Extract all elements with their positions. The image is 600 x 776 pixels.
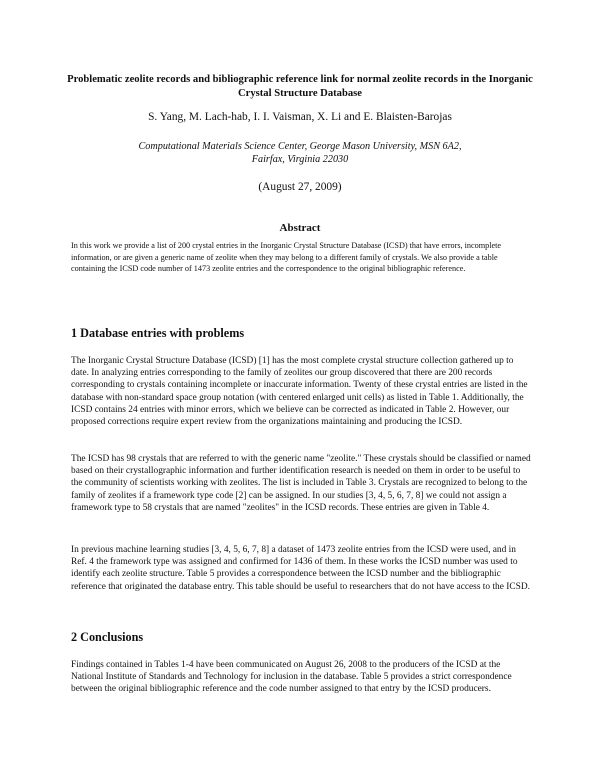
paper-date: (August 27, 2009) (258, 181, 342, 193)
affiliation-line-1: Computational Materials Science Center, George Mason University, MSN 6A2, (138, 141, 462, 152)
affiliation-line-2: Fairfax, Virginia 22030 (251, 154, 349, 165)
affiliation (90, 140, 510, 166)
body-paragraph: The Inorganic Crystal Structure Database (ICSD) [1] has the most complete crystal structure collection gathered up to date. In analyzing entries corresponding to the family of zeolites our group discovered that there are 200 records corresponding to crystals containing incomplete or inaccurate information. Twenty of these crystal entries are listed in the database with non-standard space group notation (with centered enlarged unit cells) as listed in Table 1. Additionally, the ICSD contains 24 entries with minor errors, which we believe can be corrected as indicated in Table 2. However, our proposed corrections require expert review from the organizations maintaining and producing the ICSD. (71, 356, 528, 428)
paper-title: Problematic zeolite records and bibliographic reference link for normal zeolite records in the Inorganic Crystal Structure Database (67, 74, 533, 99)
abstract-heading: Abstract (279, 222, 321, 234)
body-paragraph: Findings contained in Tables 1-4 have been communicated on August 26, 2008 to the producers of the ICSD at the National Institute of Standards and Technology for inclusion in the database. Table 5 provides a strict correspondence between the original bibliographic reference and the code number assigned to that entry by the ICSD producers. (71, 660, 512, 695)
body-paragraph: The ICSD has 98 crystals that are referred to with the generic name "zeolite." These crystals should be classified or named based on their crystallographic information and further identification research is needed on them in order to be useful to the community of scientists working with zeolites. The list is included in Table 3. Crystals are recognized to belong to the family of zeolites if a framework type code [2] can be assigned. In our studies [3, 4, 5, 6, 7, 8] we could not assign a framework type to 58 crystals that are named "zeolites" in the ICSD records. These entries are given in Table 4. (71, 454, 531, 513)
section-heading-conclusions: 2 Conclusions (71, 630, 144, 644)
body-paragraph: In previous machine learning studies [3, 4, 5, 6, 7, 8] a dataset of 1473 zeolite entries from the ICSD were used, and in Ref. 4 the framework type was assigned and confirmed for 1436 of them. In these works the ICSD number was used to identify each zeolite structure. Table 5 provides a correspondence between the ICSD number and the bibliographic reference that originated the database entry. This table should be useful to researchers that do not have access to the ICSD. (71, 545, 530, 592)
author-list: S. Yang, M. Lach-hab, I. I. Vaisman, X. Li and E. Blaisten-Barojas (148, 111, 452, 123)
section-heading-database-entries: 1 Database entries with problems (71, 326, 245, 340)
abstract-text: In this work we provide a list of 200 crystal entries in the Inorganic Crystal Structure Database (ICSD) that have errors, incomplete information, or are given a generic name of zeolite when they may belong to a different family of crystals. We also provide a table containing the ICSD code number of 1473 zeolite entries and the correspondence to the original bibliographic reference. (71, 241, 502, 273)
